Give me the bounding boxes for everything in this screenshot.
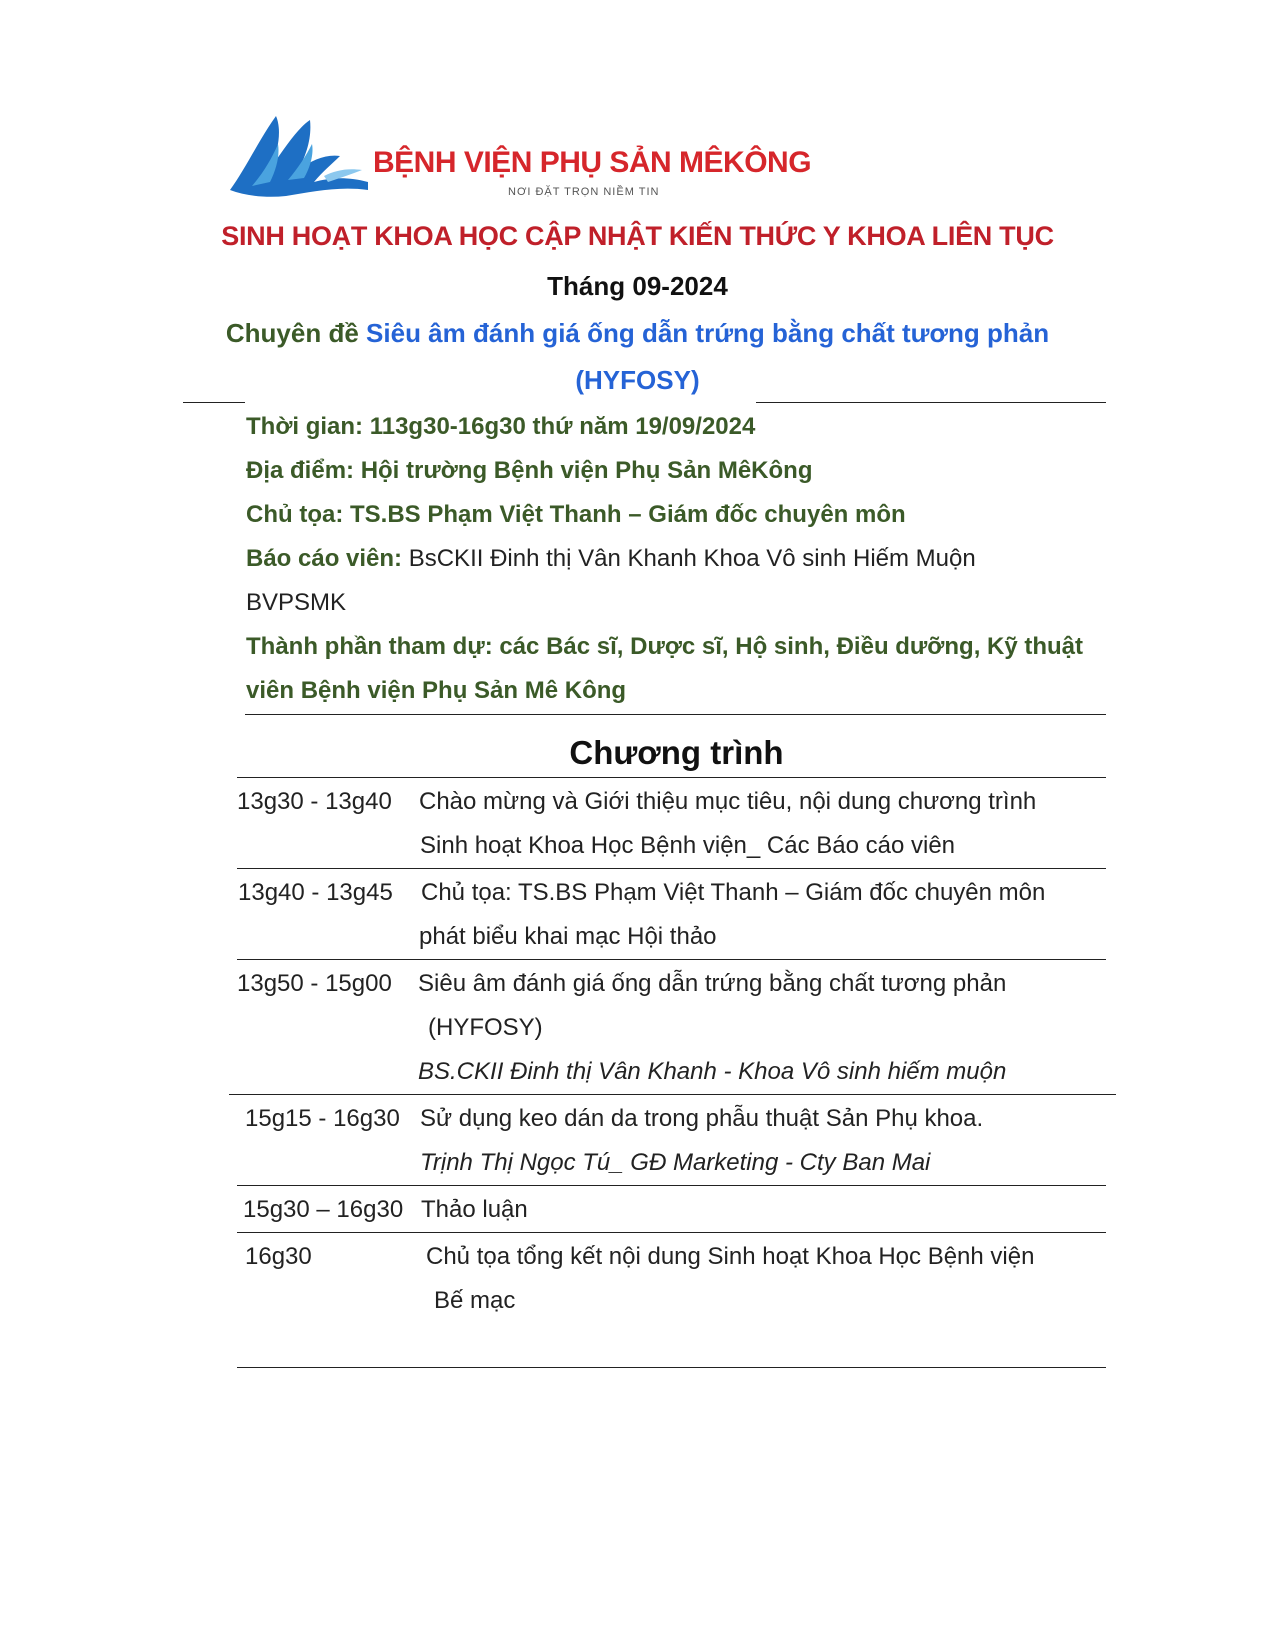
speaker-label: Báo cáo viên: <box>246 545 403 572</box>
topic-line <box>0 318 1275 349</box>
event-title: SINH HOẠT KHOA HỌC CẬP NHẬT KIẾN THỨC Y KHOA LIÊN TỤC <box>221 221 1054 251</box>
info-chair: Chủ tọa: TS.BS Phạm Việt Thanh – Giám đốc chuyên môn <box>246 501 906 528</box>
divider <box>237 1232 1106 1233</box>
program-item: Chủ tọa: TS.BS Phạm Việt Thanh – Giám đốc chuyên môn <box>421 879 1046 906</box>
mekong-wave-logo-icon <box>228 108 378 204</box>
program-item: phát biểu khai mạc Hội thảo <box>419 923 717 950</box>
divider <box>183 402 245 403</box>
program-time: 15g30 – 16g30 <box>243 1196 404 1223</box>
program-item: Chào mừng và Giới thiệu mục tiêu, nội dung chương trình <box>419 788 1037 815</box>
info-attendees-cont: viên Bệnh viện Phụ Sản Mê Kông <box>246 677 627 704</box>
divider <box>237 1185 1106 1186</box>
program-speaker: BS.CKII Đinh thị Vân Khanh - Khoa Vô sinh hiếm muộn <box>418 1058 1007 1085</box>
program-time: 15g15 - 16g30 <box>245 1105 400 1132</box>
hospital-tagline: NƠI ĐẶT TRỌN NIỀM TIN <box>508 186 660 198</box>
divider <box>237 777 1106 778</box>
info-speaker <box>246 545 976 573</box>
program-item: Sinh hoạt Khoa Học Bệnh viện_ Các Báo cáo viên <box>420 832 956 859</box>
event-month: Tháng 09-2024 <box>547 271 728 301</box>
program-item: (HYFOSY) <box>428 1014 543 1041</box>
info-attendees: Thành phần tham dự: các Bác sĩ, Dược sĩ, Hộ sinh, Điều dưỡng, Kỹ thuật <box>246 633 1084 660</box>
topic-title: Siêu âm đánh giá ống dẫn trứng bằng chất tương phản <box>366 318 1050 348</box>
program-time: 13g50 - 15g00 <box>237 970 392 997</box>
program-item: Chủ tọa tổng kết nội dung Sinh hoạt Khoa Học Bệnh viện <box>426 1243 1035 1270</box>
hospital-name: BỆNH VIỆN PHỤ SẢN MÊKÔNG <box>373 146 812 179</box>
program-item: Bế mạc <box>434 1287 516 1314</box>
program-item: Thảo luận <box>421 1196 528 1223</box>
program-item: Siêu âm đánh giá ống dẫn trứng bằng chất tương phản <box>418 970 1007 997</box>
divider <box>237 1367 1106 1368</box>
program-item: Sử dụng keo dán da trong phẫu thuật Sản Phụ khoa. <box>420 1105 984 1132</box>
topic-label: Chuyên đề <box>225 318 359 348</box>
divider <box>756 402 1106 403</box>
topic-title-cont: (HYFOSY) <box>575 365 700 395</box>
info-location: Địa điểm: Hội trường Bệnh viện Phụ Sản MêKông <box>246 457 813 484</box>
program-speaker: Trịnh Thị Ngọc Tú_ GĐ Marketing - Cty Ban Mai <box>420 1149 931 1176</box>
program-time: 16g30 <box>245 1243 312 1270</box>
divider <box>229 1094 1116 1095</box>
hospital-logo <box>228 108 812 204</box>
speaker-value: BsCKII Đinh thị Vân Khanh Khoa Vô sinh Hiếm Muộn <box>408 545 976 572</box>
program-time: 13g30 - 13g40 <box>237 788 392 815</box>
info-speaker-cont: BVPSMK <box>246 589 347 616</box>
program-title: Chương trình <box>569 734 784 771</box>
info-time: Thời gian: 113g30-16g30 thứ năm 19/09/2024 <box>246 413 756 440</box>
divider <box>237 959 1106 960</box>
divider <box>237 868 1106 869</box>
program-time: 13g40 - 13g45 <box>238 879 393 906</box>
divider <box>245 714 1106 715</box>
